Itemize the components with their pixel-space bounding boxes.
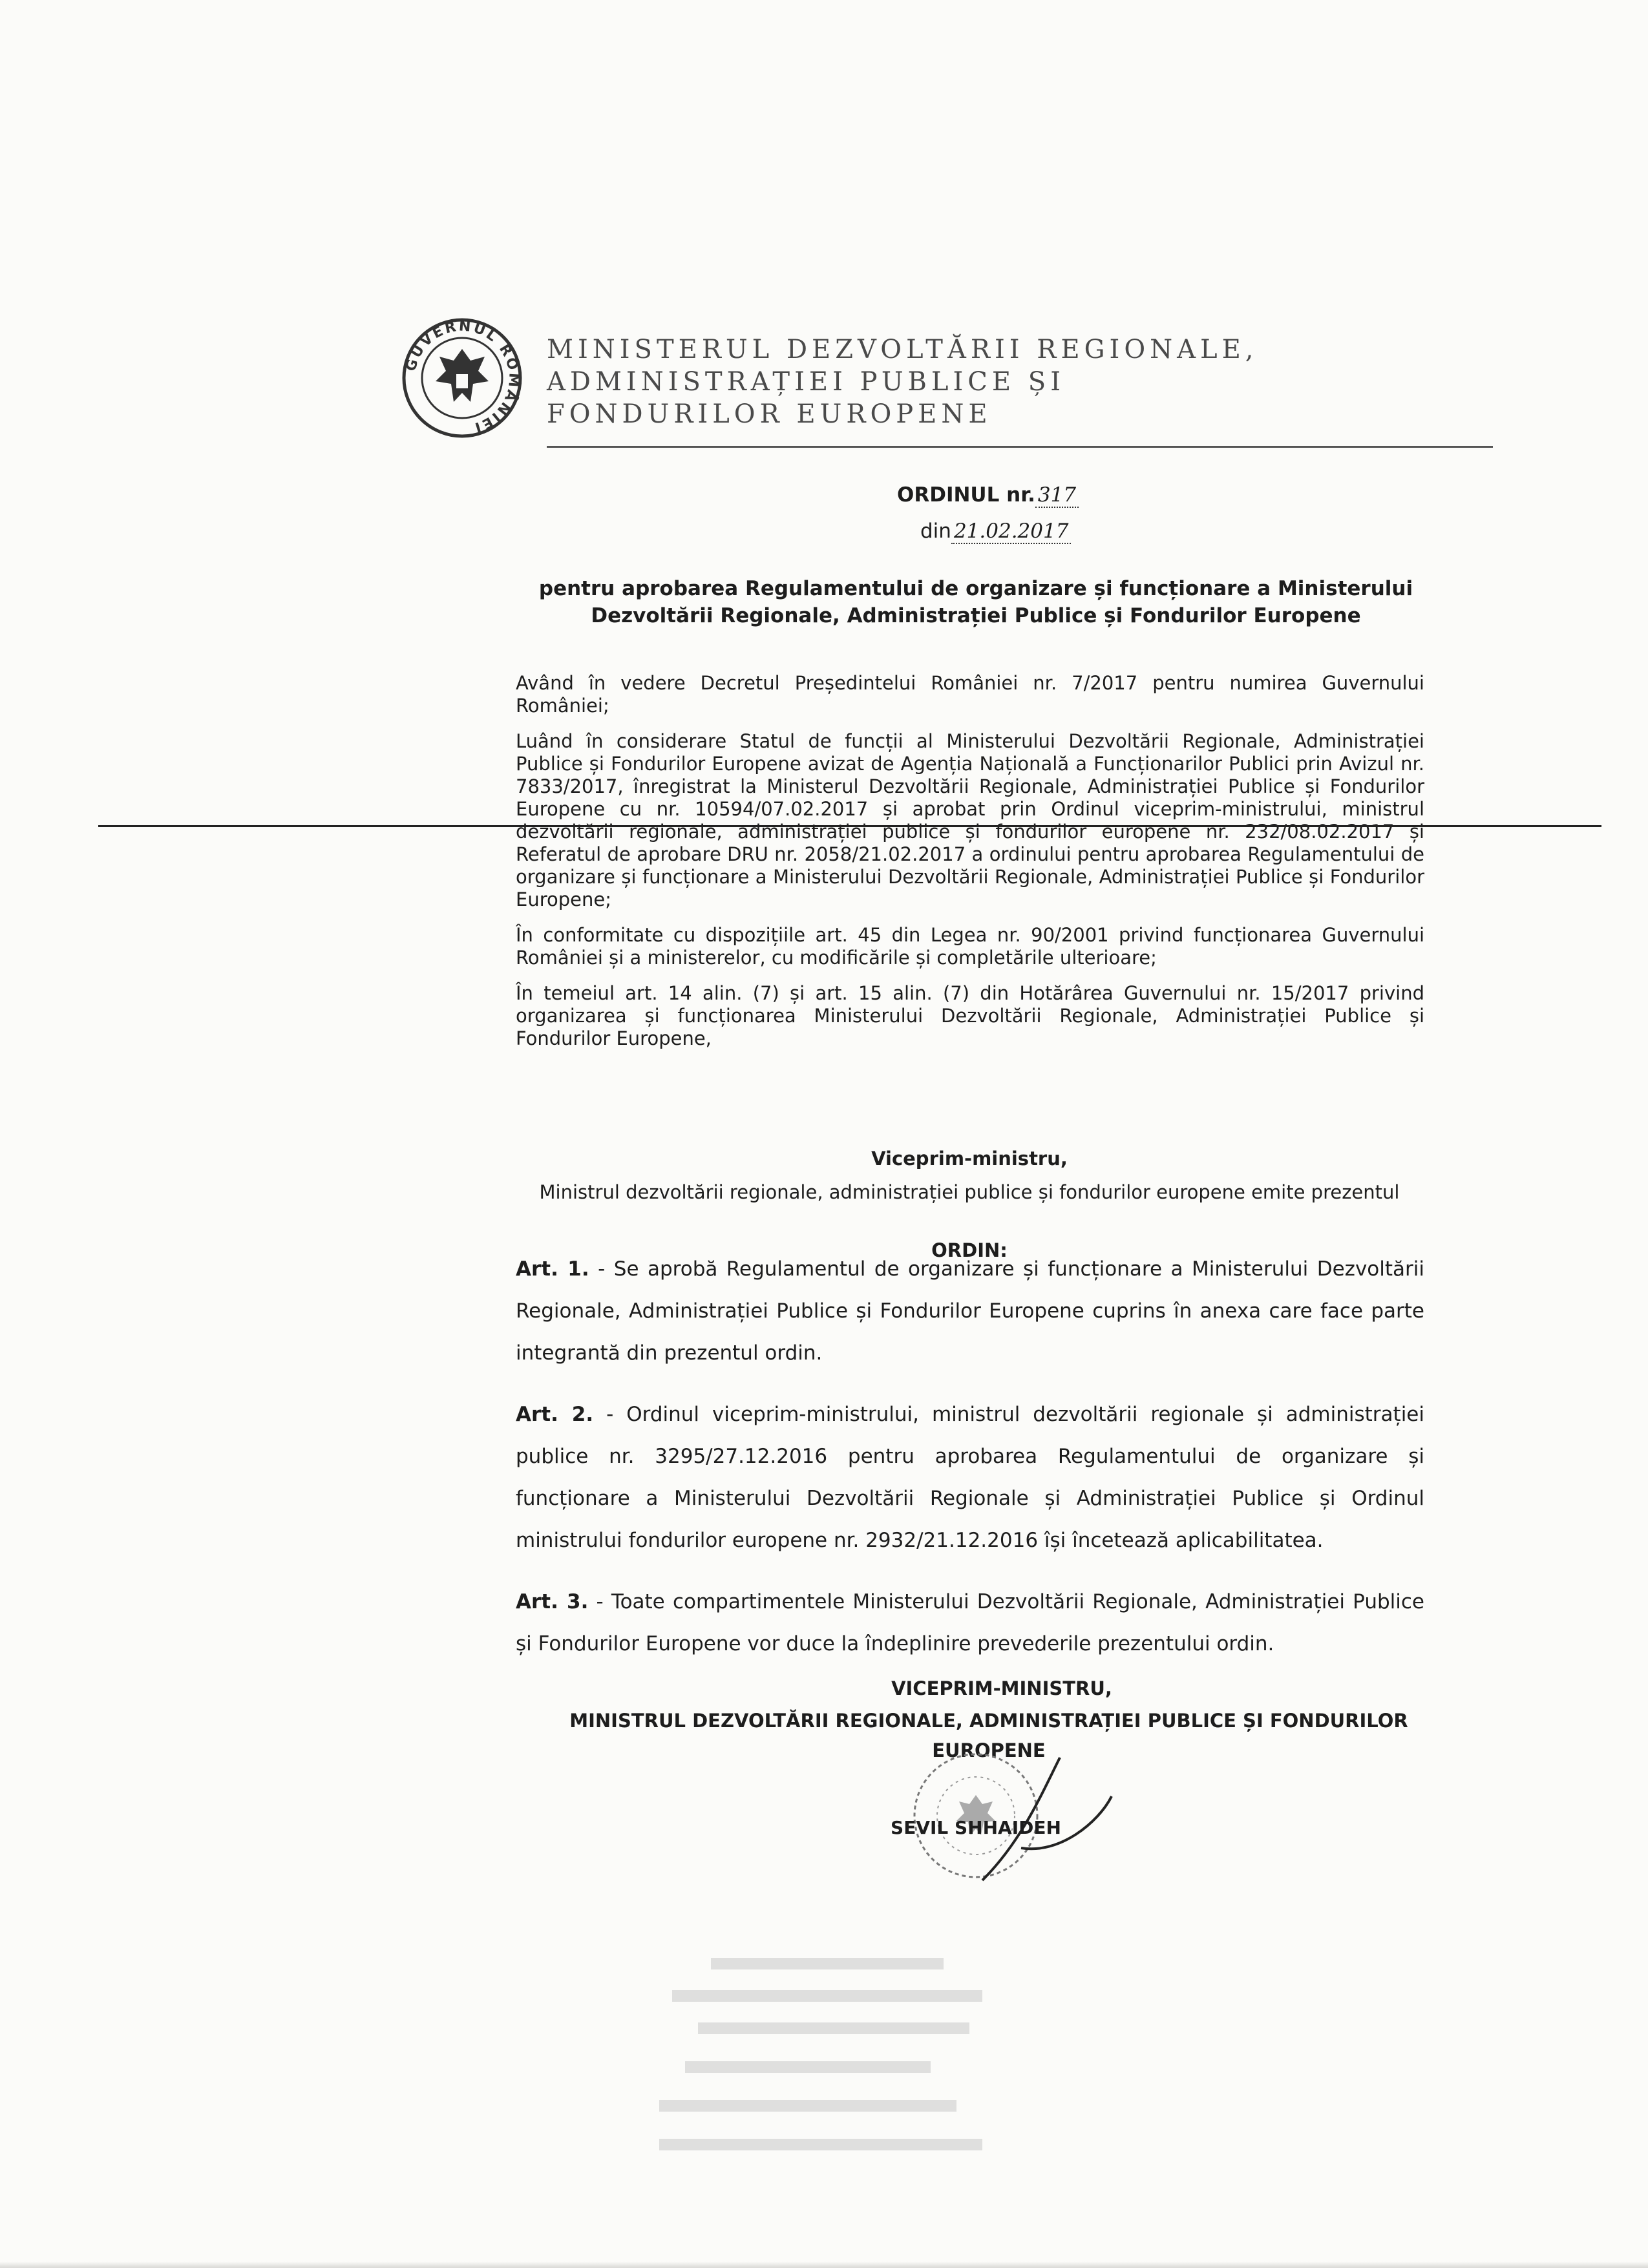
bleed-through-text-icon [633, 1938, 1086, 2184]
order-subject: pentru aprobarea Regulamentului de organizare și funcționare a Ministerului Dezvoltării Regionale, Administrației Publice și Fondurilor Europene [538, 577, 1413, 627]
svg-text:GUVERNUL ROMÂNIEI: GUVERNUL ROMÂNIEI [403, 318, 522, 436]
preamble-paragraph-3: În conformitate cu dispozițiile art. 45 din Legea nr. 90/2001 privind funcționarea Guvernului României și a ministerelor, cu modificările și completările ulterioare; [516, 924, 1424, 969]
order-date: din 21.02.2017 [920, 520, 1071, 543]
ministry-line-3: FONDURILOR EUROPENE [547, 399, 992, 429]
ministry-name [547, 333, 1258, 430]
order-date-value: 21.02.2017 [951, 520, 1072, 544]
issuer-title: Viceprim-ministru, [871, 1148, 1068, 1170]
preamble-paragraph-1: Având în vedere Decretul Președintelui României nr. 7/2017 pentru numirea Guvernului României; [516, 672, 1424, 717]
scan-strike-line [98, 825, 1601, 827]
page-edge [0, 2262, 1648, 2268]
articles [516, 1248, 1424, 1685]
preamble-paragraph-2: Luând în considerare Statul de funcții al Ministerului Dezvoltării Regionale, Administrației Publice și Fondurilor Europene avizat de Agenția Națională a Funcționarilor Publici prin Avizul nr. 7833/2017, înregistrat la Ministerul Dezvoltării Regionale, Administrației Publice și Fondurilor Europene cu nr. 10594/07.02.2017 și aprobat prin Ordinul viceprim-ministrului, ministrul dezvoltării regionale, administrației publice și fondurilor europene nr. 232/08.02.2017 și Referatul de aprobare DRU nr. 2058/21.02.2017 a ordinului pentru aprobarea Regulamentului de organizare și funcționare a Ministerului Dezvoltării Regionale, Administrației Publice și Fondurilor Europene; [516, 730, 1424, 910]
order-number: ORDINUL nr. 317 [897, 483, 1079, 507]
ministry-line-1: MINISTERUL DEZVOLTĂRII REGIONALE, [547, 335, 1258, 364]
header-divider [547, 446, 1493, 448]
signatory-ministry: MINISTRUL DEZVOLTĂRII REGIONALE, ADMINISTRAȚIEI PUBLICE ȘI FONDURILOR EUROPENE [569, 1710, 1408, 1761]
article-3: Art. 3. - Toate compartimentele Ministerului Dezvoltării Regionale, Administrației Publice și Fondurilor Europene vor duce la îndeplinire prevederile prezentului ordin. [516, 1590, 1424, 1655]
order-number-value: 317 [1035, 483, 1079, 508]
preamble-paragraph-4: În temeiul art. 14 alin. (7) și art. 15 alin. (7) din Hotărârea Guvernului nr. 15/2017 privind organizarea și funcționarea Ministerului Dezvoltării Regionale, Administrației Publice și Fondurilor Europene, [516, 982, 1424, 1049]
article-2: Art. 2. - Ordinul viceprim-ministrului, ministrul dezvoltării regionale și administrației publice nr. 3295/27.12.2016 pentru aprobarea Regulamentului de organizare și funcționare a Ministerului Dezvoltării Regionale și Administrației Publice și Ordinul ministrului fondurilor europene nr. 2932/21.12.2016 își încetează aplicabilitatea. [516, 1403, 1424, 1552]
government-seal-icon [401, 317, 523, 439]
stamp-and-signature-icon [892, 1719, 1125, 1887]
issuer-line: Ministrul dezvoltării regionale, administrației publice și fondurilor europene emite prezentul [539, 1181, 1400, 1203]
ministry-line-2: ADMINISTRAȚIEI PUBLICE ȘI [547, 367, 1066, 397]
signatory-title: VICEPRIM-MINISTRU, [891, 1677, 1112, 1699]
preamble [516, 672, 1424, 1063]
article-1: Art. 1. - Se aprobă Regulamentul de organizare și funcționare a Ministerului Dezvoltării Regionale, Administrației Publice și Fondurilor Europene cuprins în anexa care face parte integrantă din prezentul ordin. [516, 1257, 1424, 1365]
ordin-heading: ORDIN: [931, 1239, 1008, 1261]
signatory-name: SEVIL SHHAIDEH [891, 1817, 1061, 1838]
